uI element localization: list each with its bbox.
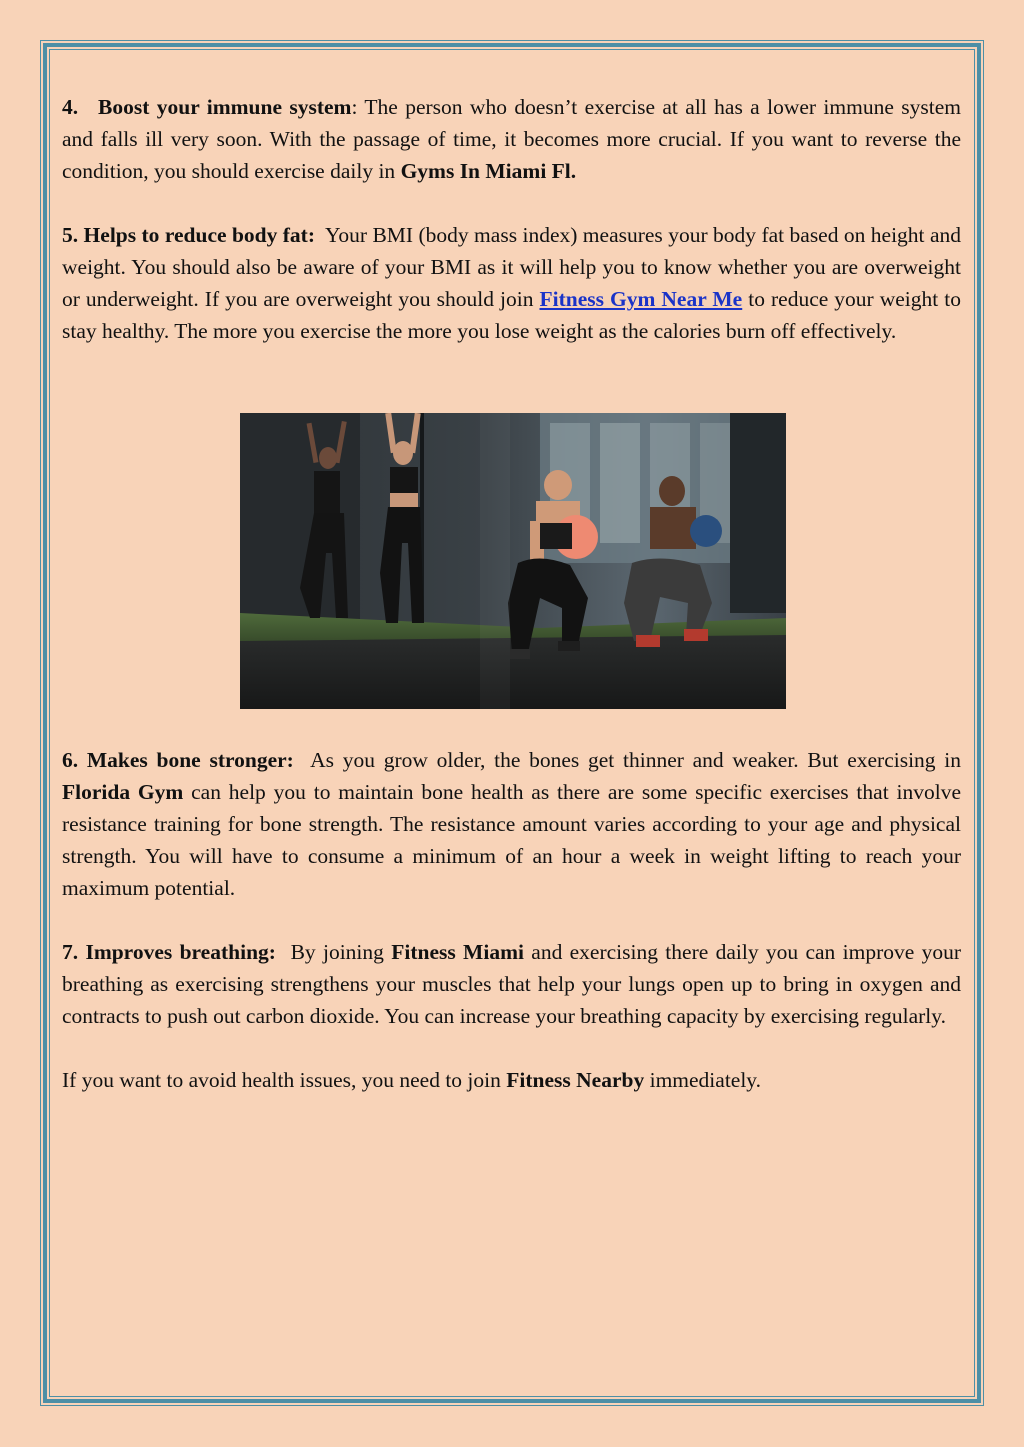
item-number: 6.	[62, 748, 79, 772]
keyword-gyms-in-miami: Gyms In Miami Fl.	[400, 159, 577, 183]
closing-text: If you want to avoid health issues, you need to join	[62, 1068, 507, 1092]
fitness-gym-near-me-link[interactable]: Fitness Gym Near Me	[539, 287, 743, 311]
document-body	[62, 91, 967, 347]
item-number: 5.	[62, 223, 79, 247]
keyword-florida-gym: Florida Gym	[62, 780, 184, 804]
item-text: As you grow older, the bones get thinner and weaker. But exercising in	[293, 748, 967, 772]
item-text: By joining	[275, 940, 392, 964]
item-bone-strength	[62, 744, 967, 904]
item-number: 4.	[62, 95, 79, 119]
item-heading: 6. Makes bone stronger:	[62, 748, 294, 772]
item-heading: 7. Improves breathing:	[62, 940, 276, 964]
item-heading: 4. Boost your immune system	[62, 95, 351, 119]
keyword-fitness-miami: Fitness Miami	[391, 940, 524, 964]
document-body-lower	[62, 744, 967, 1096]
item-breathing	[62, 936, 961, 1032]
item-immune-system	[62, 91, 961, 187]
keyword-fitness-nearby: Fitness Nearby	[506, 1068, 645, 1092]
item-heading: 5. Helps to reduce body fat:	[62, 223, 315, 247]
gym-photo	[240, 413, 786, 709]
closing-paragraph	[62, 1064, 961, 1096]
item-text-after: and exercising there daily you can improve your breathing as exercising strengthens your muscles that help your lungs open up to bring in oxygen and contracts to push out carbon dioxide. You can increase your breathing capacity by exercising regularly.	[62, 940, 961, 1028]
item-body-fat	[62, 219, 967, 347]
item-text: Your BMI (body mass index) measures your body fat based on height and weight. You should also be aware of your BMI as it will help you to know whether you are overweight or underweight. If you are overweight you should join	[62, 223, 967, 311]
item-text-after: can help you to maintain bone health as there are some specific exercises that involve resistance training for bone strength. The resistance amount varies according to your age and physical strength. You will have to consume a minimum of an hour a week in weight lifting to reach your maximum potential.	[62, 780, 961, 900]
item-text-after: to reduce your weight to stay healthy. The more you exercise the more you lose weight as the calories burn off effectively.	[62, 287, 961, 343]
gym-photo-illustration	[240, 413, 786, 709]
closing-text-after: immediately.	[644, 1068, 762, 1092]
item-text: : The person who doesn’t exercise at all has a lower immune system and falls ill very soon. With the passage of time, it becomes more crucial. If you want to reverse the condition, you should exercise daily in	[62, 95, 961, 183]
item-number: 7.	[62, 940, 79, 964]
